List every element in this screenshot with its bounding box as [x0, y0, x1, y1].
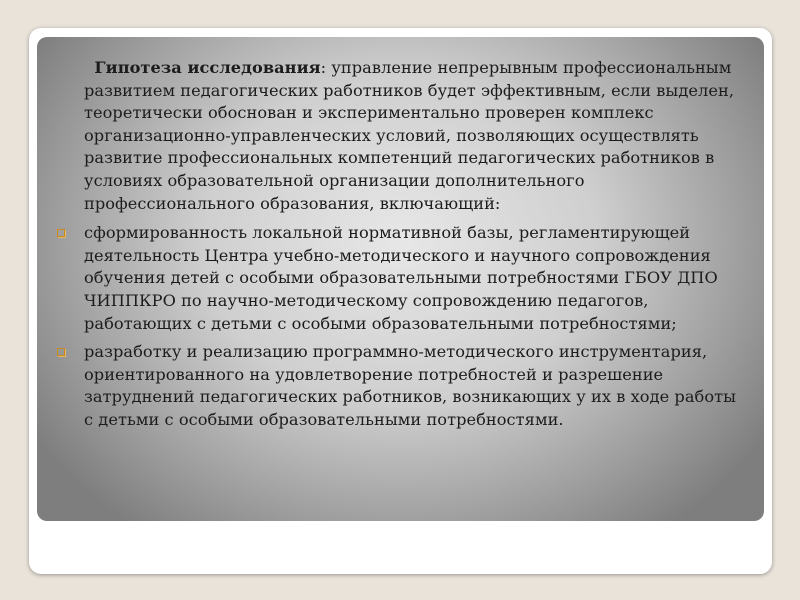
list-item: [84, 341, 744, 431]
conditions-list: [84, 222, 744, 431]
hypothesis-heading: Гипотеза исследования: [94, 58, 321, 77]
hypothesis-paragraph: [84, 57, 744, 215]
hypothesis-text: : управление непрерывным профессиональным развитием педагогических работников будет эффективным, если выделен, теоретически обоснован и экспериментально проверен комплекс организационно-управленческих условий, позволяющих осуществлять развитие профессиональных компетенций педагогических работников в условиях образовательной организации дополнительного профессионального образования, включающий:: [84, 58, 735, 213]
list-item: [84, 222, 744, 335]
condition-text: сформированность локальной нормативной базы, регламентирующей деятельность Центра учебно-методического и научного сопровождения обучения детей с особыми образовательными потребностями ГБОУ ДПО ЧИППКРО по научно-методическому сопровождению педагогов, работающих с детьми с особыми образовательными потребностями;: [84, 223, 718, 333]
condition-text: разработку и реализацию программно-методического инструментария, ориентированного на удовлетворение потребностей и разрешение затруднений педагогических работников, возникающих у их в ходе работы с детьми с особыми образовательными потребностями.: [84, 342, 737, 429]
square-bullet-icon: [57, 229, 65, 237]
slide-text: [84, 57, 744, 438]
square-bullet-icon: [57, 348, 65, 356]
